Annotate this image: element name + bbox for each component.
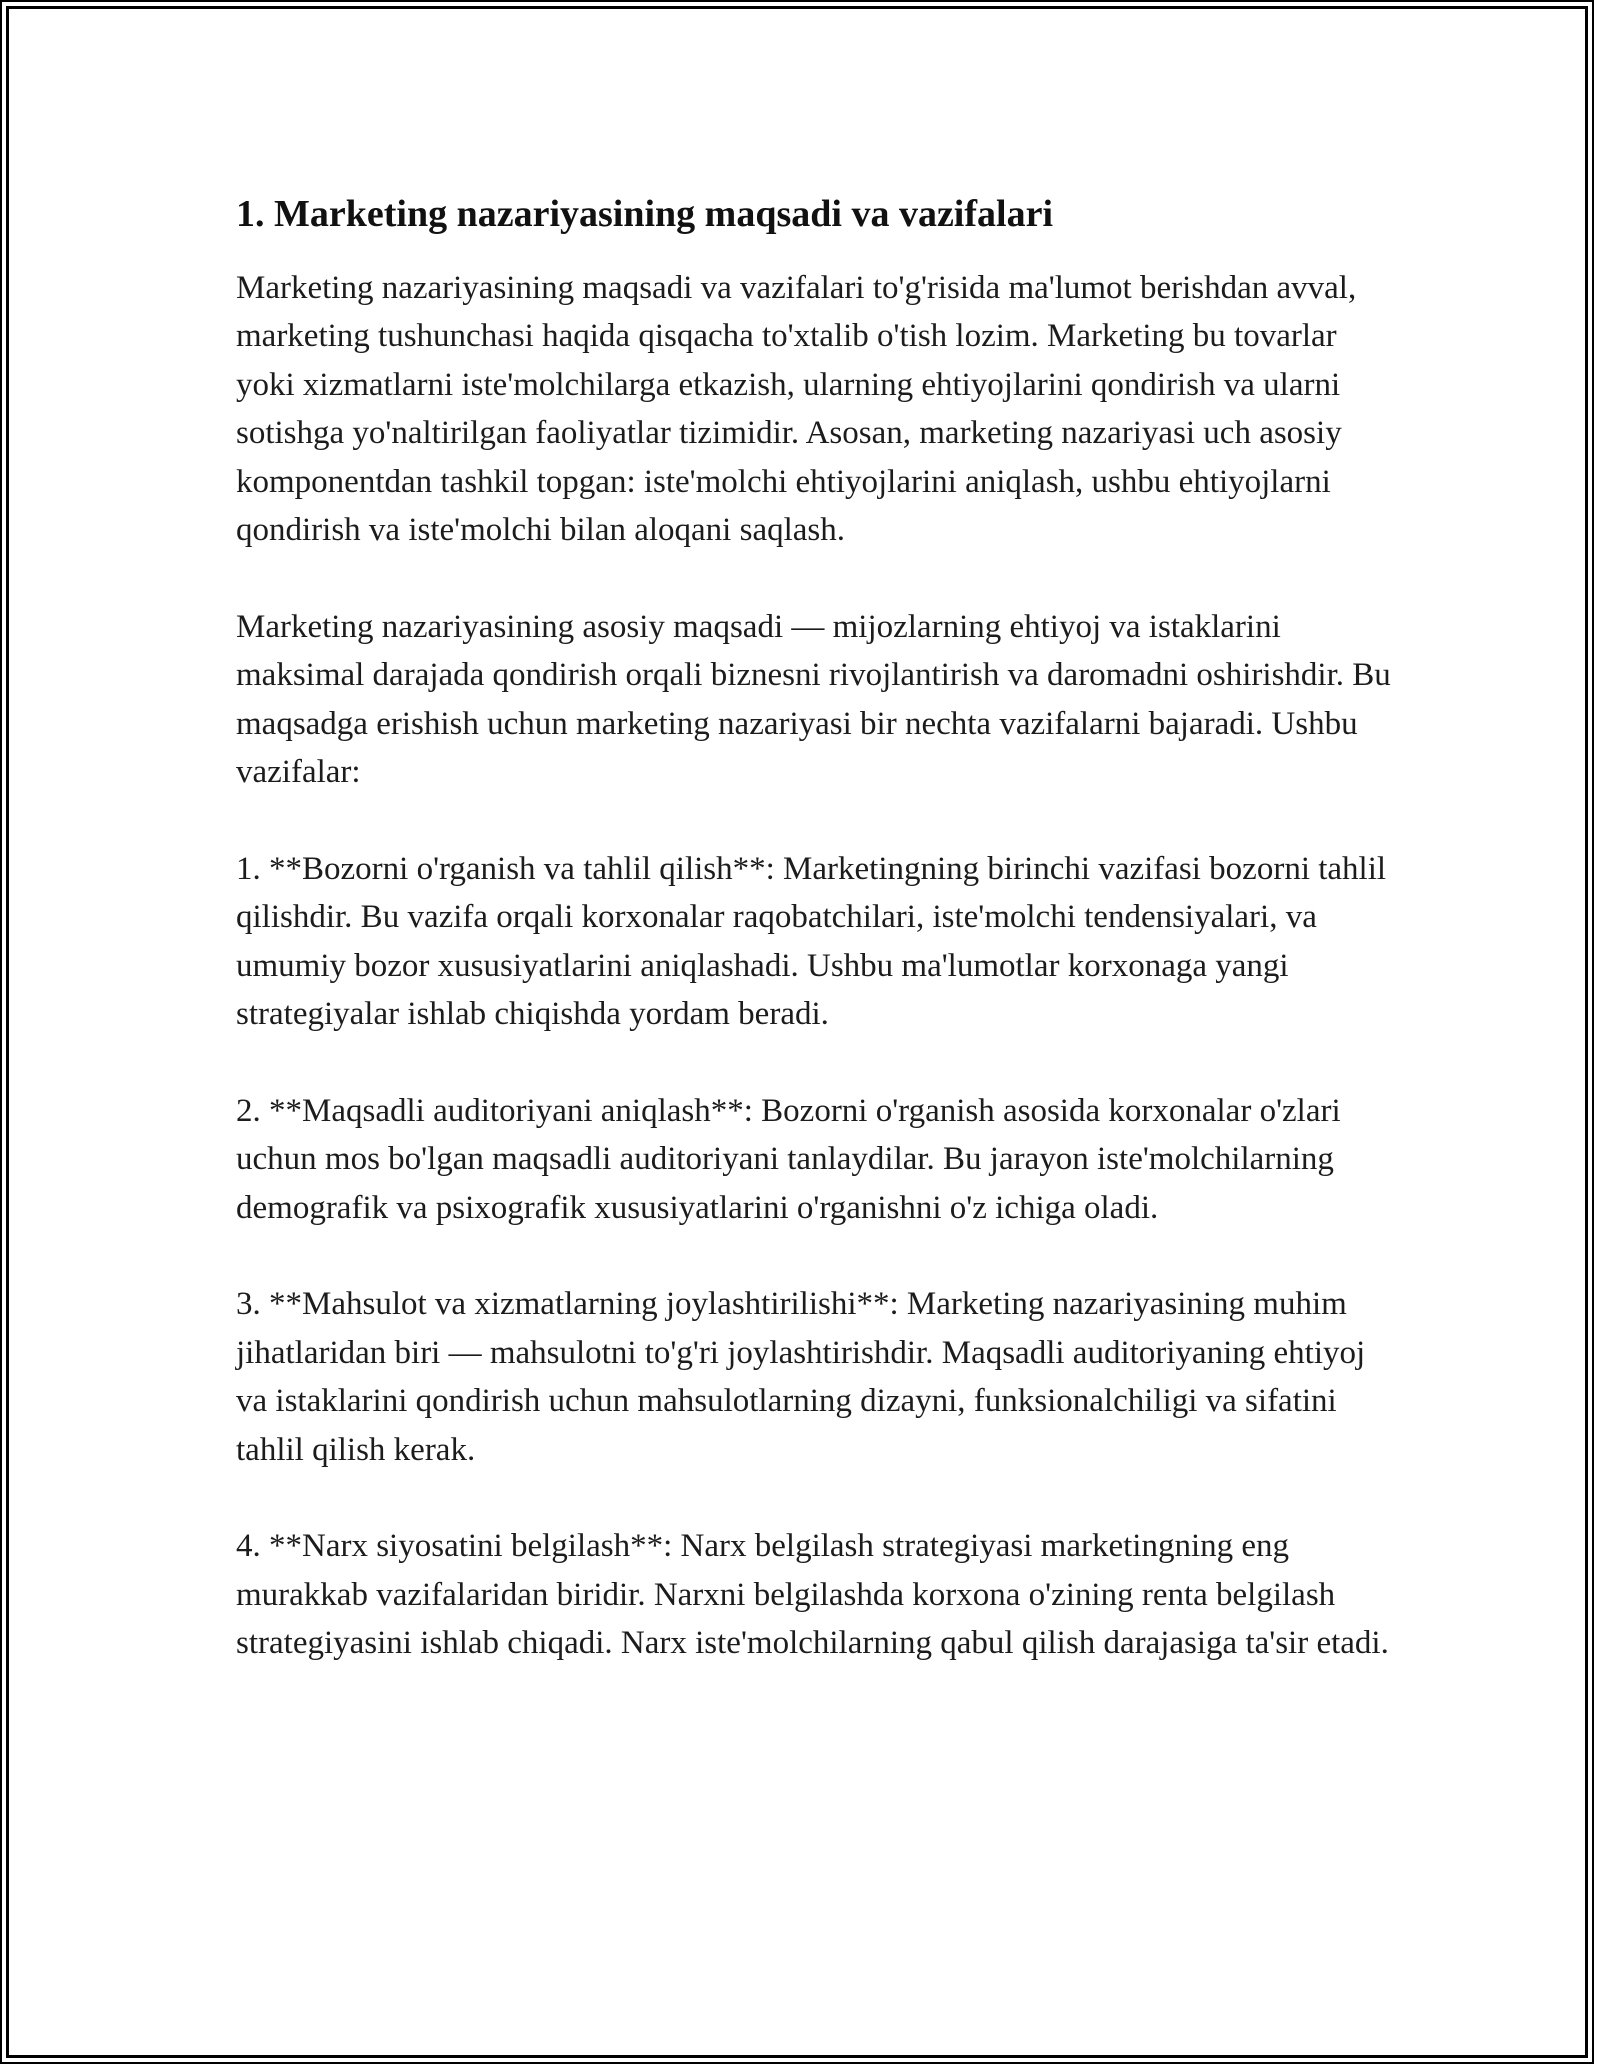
task-item-3: 3. **Mahsulot va xizmatlarning joylashtirilishi**: Marketing nazariyasining muhim jihatlaridan biri — mahsulotni to'g'ri joylashtirishdir. Maqsadli auditoriyaning ehtiyoj va istaklarini qondirish uchun mahsulotlarning dizayni, funksionalchiligi va sifatini tahlil qilish kerak.: [236, 1286, 1374, 1468]
task-item-2: 2. **Maqsadli auditoriyani aniqlash**: Bozorni o'rganish asosida korxonalar o'zlari uchun mos bo'lgan maqsadli auditoriyani tanlaydilar. Bu jarayon iste'molchilarning demografik va psixografik xususiyatlarini o'rganishni o'z ichiga oladi.: [236, 1092, 1349, 1226]
intro-paragraph: Marketing nazariyasining maqsadi va vazifalari to'g'risida ma'lumot berishdan avval, marketing tushunchasi haqida qisqacha to'xtalib o'tish lozim. Marketing bu tovarlar yoki xizmatlarni iste'molchilarga etkazish, ularning ehtiyojlarini qondirish va ularni sotishga yo'naltirilgan faoliyatlar tizimidir. Asosan, marketing nazariyasi uch asosiy komponentdan tashkil topgan: iste'molchi ehtiyojlarini aniqlash, ushbu ehtiyojlarni qondirish va iste'molchi bilan aloqani saqlash.: [236, 270, 1365, 549]
document-body: [236, 186, 1400, 1668]
document-title: 1. Marketing nazariyasining maqsadi va vazifalari: [236, 193, 1053, 235]
goal-paragraph: Marketing nazariyasining asosiy maqsadi — mijozlarning ehtiyoj va istaklarini maksimal darajada qondirish orqali biznesni rivojlantirish va daromadni oshirishdir. Bu maqsadga erishish uchun marketing nazariyasi bir nechta vazifalarni bajaradi. Ushbu vazifalar:: [236, 608, 1400, 791]
task-item-4: 4. **Narx siyosatini belgilash**: Narx belgilash strategiyasi marketingning eng murakkab vazifalaridan biridir. Narxni belgilashda korxona o'zining renta belgilash strategiyasini ishlab chiqadi. Narx iste'molchilarning qabul qilish darajasiga ta'sir etadi.: [236, 1528, 1389, 1662]
task-item-1: 1. **Bozorni o'rganish va tahlil qilish**: Marketingning birinchi vazifasi bozorni tahlil qilishdir. Bu vazifa orqali korxonalar raqobatchilari, iste'molchi tendensiyalari, va umumiy bozor xususiyatlarini aniqlashadi. Ushbu ma'lumotlar korxonaga yangi strategiyalar ishlab chiqishda yordam beradi.: [236, 850, 1395, 1033]
